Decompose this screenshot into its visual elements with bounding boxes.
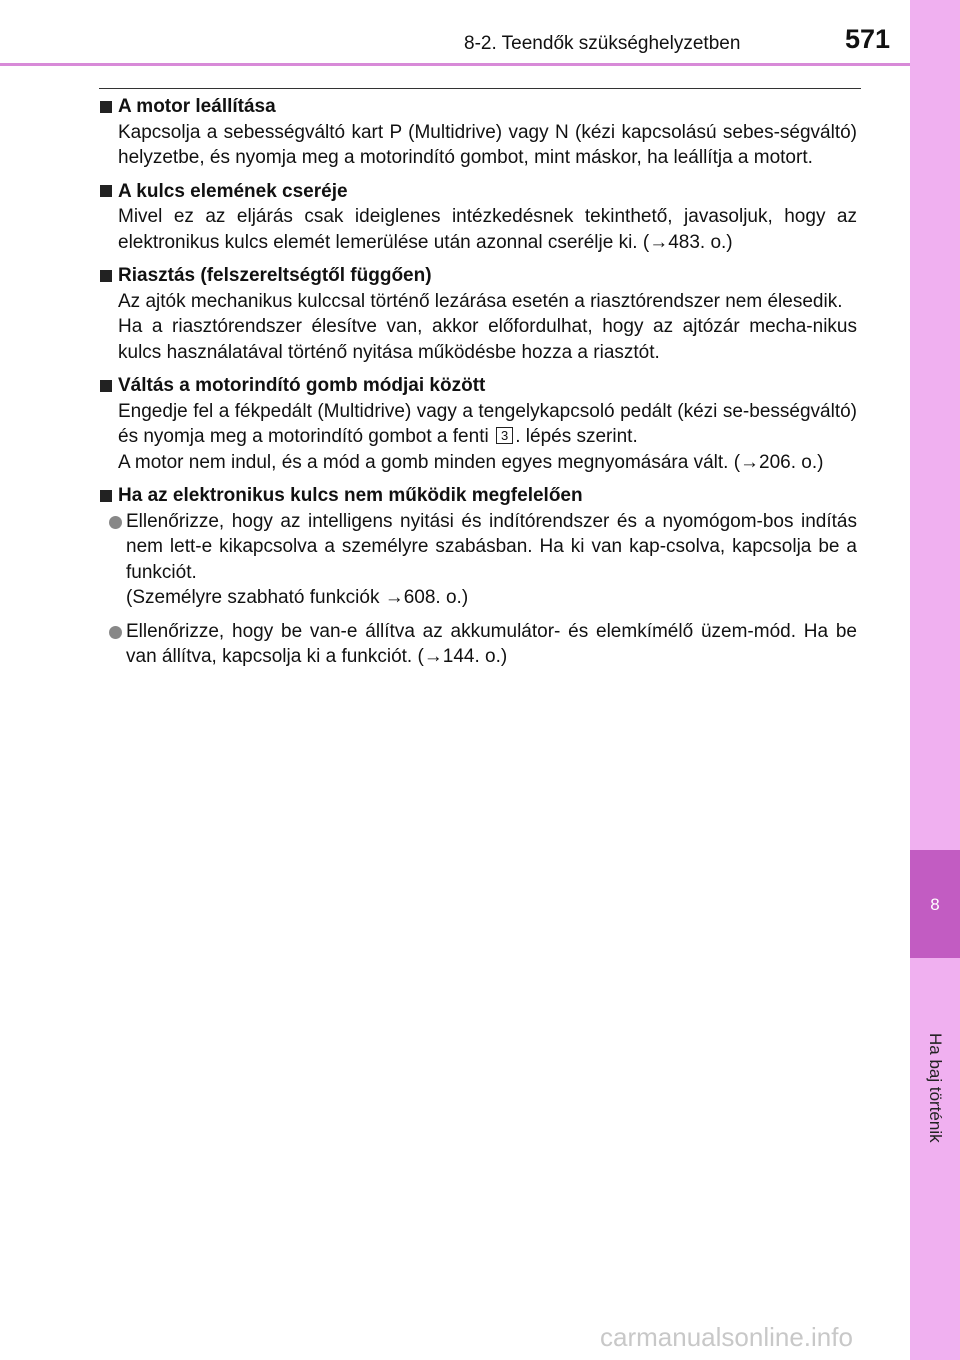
content-top-rule: [99, 88, 861, 89]
section-heading: Ha az elektronikus kulcs nem működik megfelelően: [118, 485, 583, 506]
section-mode-switching: [99, 373, 857, 475]
section-paragraph: Az ajtók mechanikus kulccsal történő lezárása esetén a riasztórendszer nem élesedik.: [118, 290, 843, 312]
circle-bullet-icon: [109, 626, 122, 639]
section-paragraph: [99, 399, 857, 450]
header-divider: [0, 63, 910, 66]
chapter-title: Ha baj történik: [926, 1033, 945, 1143]
section-paragraph: Mivel ez az eljárás csak ideiglenes intézkedésnek tekinthető, javasoljuk, hogy az elektronikus kulcs elemét lemerülése után azonnal cserélje ki. (→483. o.): [118, 206, 857, 253]
section-paragraph: Kapcsolja a sebességváltó kart P (Multidrive) vagy N (kézi kapcsolású sebes-ségváltó) helyzetbe, és nyomja meg a motorindító gombot, mint máskor, ha leállítja a motort.: [118, 121, 857, 168]
square-bullet-icon: [100, 101, 112, 113]
square-bullet-icon: [100, 185, 112, 197]
square-bullet-icon: [100, 380, 112, 392]
step-reference: 3: [496, 427, 513, 444]
page-content: [99, 94, 857, 678]
section-heading: A kulcs elemének cseréje: [118, 180, 348, 202]
paragraph-text: . lépés szerint.: [515, 426, 638, 447]
chapter-number: 8: [930, 895, 940, 914]
section-paragraph: Ha a riasztórendszer élesítve van, akkor előfordulhat, hogy az ajtózár mecha-nikus kulcs használatával történő nyitása működésbe hozza a riasztót.: [118, 316, 857, 363]
section-alarm: [99, 263, 857, 365]
section-heading: Riasztás (felszereltségtől függően): [118, 265, 432, 286]
square-bullet-icon: [100, 270, 112, 282]
list-item: [99, 619, 857, 670]
section-key-malfunction: [99, 483, 857, 670]
watermark: carmanualsonline.info: [600, 1322, 853, 1352]
list-item-text: Ellenőrizze, hogy az intelligens nyitási és indítórendszer és a nyomógom-bos indítás nem lett-e kikapcsolva a személyre szabásban. Ha ki van kap-csolva, kapcsolja be a funkciót.: [126, 510, 857, 583]
section-paragraph: A motor nem indul, és a mód a gomb minden egyes megnyomására vált. (→206. o.): [118, 451, 824, 473]
paragraph-text: Engedje fel a fékpedált (Multidrive) vagy a tengelykapcsoló pedált (kézi se-bességváltó) és nyomja meg a motorindító gombot a fenti: [118, 400, 857, 447]
section-heading: A motor leállítása: [118, 96, 276, 117]
page-number: 571: [845, 24, 891, 54]
section-heading: Váltás a motorindító gomb módjai között: [118, 375, 486, 396]
section-battery-replacement: [99, 179, 857, 256]
list-item-text: Ellenőrizze, hogy be van-e állítva az akkumulátor- és elemkímélő üzem-mód. Ha be van állítva, kapcsolja ki a funkciót. (→144. o.): [126, 620, 857, 667]
square-bullet-icon: [100, 490, 112, 502]
list-item-reference: (Személyre szabható funkciók →608. o.): [126, 587, 469, 608]
list-item: [99, 509, 857, 611]
circle-bullet-icon: [109, 516, 122, 529]
header-section-title: 8-2. Teendők szükséghelyzetben: [464, 33, 741, 54]
section-engine-stop: [99, 94, 857, 171]
